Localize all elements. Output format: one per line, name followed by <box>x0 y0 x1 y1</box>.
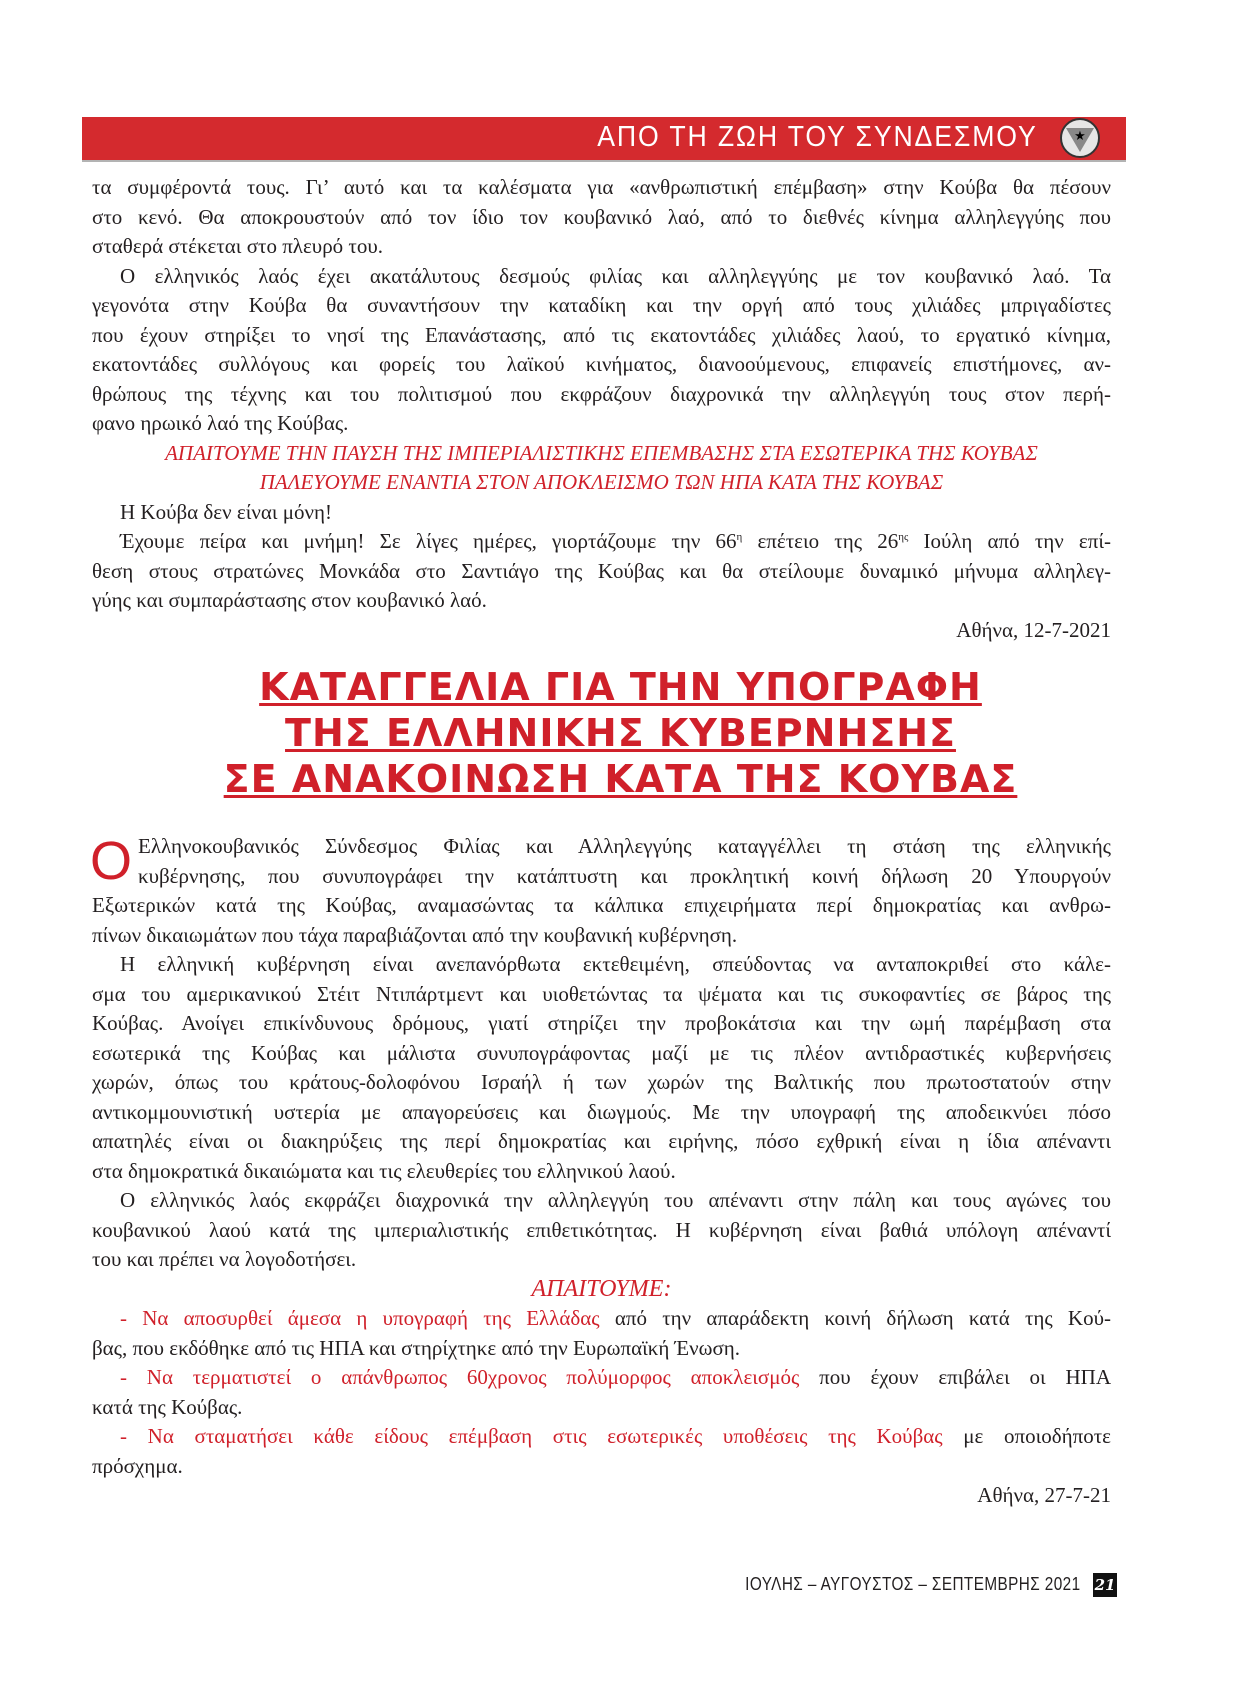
title-line: ΚΑΤΑΓΓΕΛΙΑ ΓΙΑ ΤΗΝ ΥΠΟΓΡΑΦΗ <box>259 665 982 709</box>
issue-footer: ΙΟΥΛΗΣ – ΑΥΓΟΥΣΤΟΣ – ΣΕΠΤΕΜΒΡΗΣ 2021 <box>745 1574 1081 1594</box>
section-title: ΑΠΟ ΤΗ ΖΩΗ ΤΟΥ ΣΥΝΔΕΣΜΟΥ <box>597 121 1038 153</box>
text-line: πίνων δικαιωμάτων που τάχα παραβιάζονται από την κουβανική κυβέρνηση. <box>92 922 738 947</box>
text-line: του και πρέπει να λογοδοτήσει. <box>92 1247 357 1271</box>
text-line: βας, που εκδόθηκε από τις ΗΠΑ και στηρίχτηκε από την Ευρωπαϊκή Ένωση. <box>92 1335 740 1360</box>
text-line <box>92 1304 1111 1334</box>
text-line: Ο ελληνικός λαός εκφράζει διαχρονικά την αλληλεγγύη του απέναντι στην πάλη και τους αγώνες του <box>120 1188 1111 1212</box>
text-line: φανο ηρωικό λαό της Κούβας. <box>92 411 349 435</box>
text-line: Εξωτερικών κατά της Κούβας, αναμασώντας τα κάλπικα επιχειρήματα περί δημοκρατίας και ανθρω- <box>92 893 1111 917</box>
text-line: Αθήνα, 12-7-2021 <box>956 617 1111 642</box>
text-segment: Ιούλη από την επί- <box>908 529 1111 553</box>
text-segment: η <box>736 531 743 543</box>
title-line: ΤΗΣ ΕΛΛΗΝΙΚΗΣ ΚΥΒΕΡΝΗΣΗΣ <box>285 711 956 755</box>
paragraph <box>92 1422 1111 1481</box>
paragraph <box>92 1363 1111 1422</box>
page-number: 21 <box>1093 1573 1117 1597</box>
section-header-bar <box>82 117 1126 162</box>
article-continued <box>92 173 1111 645</box>
text-line: απατηλές είναι οι διακηρύξεις της περί δημοκρατίας και ειρήνης, πόσο εχθρική είναι η ίδια απέναντι <box>92 1129 1111 1153</box>
paragraph <box>92 950 1111 1186</box>
demand-highlight: - Να σταματήσει κάθε είδους επέμβαση στις εσωτερικές υποθέσεις της Κούβας <box>120 1424 943 1448</box>
text-line <box>92 1363 1111 1393</box>
article-body <box>92 832 1111 1511</box>
text-line: σταθερά στέκεται στο πλευρό του. <box>92 234 384 258</box>
text-segment: από την απαράδεκτη κοινή δήλωση κατά της Κού- <box>599 1306 1111 1330</box>
text-line: Ελληνοκουβανικός Σύνδεσμος Φιλίας και Αλληλεγγύης καταγγέλλει τη στάση της ελληνικής <box>138 834 1111 858</box>
text-line: στα δημοκρατικά δικαιώματα και τις ελευθερίες του ελληνικού λαού. <box>92 1158 676 1183</box>
text-line: Κούβας. Ανοίγει επικίνδυνους δρόμους, γιατί στηρίζει την προβοκάτσια και την ωμή παρέμβαση στα <box>92 1011 1111 1035</box>
text-segment: με οποιοδήποτε <box>942 1424 1111 1448</box>
drop-cap: Ο <box>90 831 133 891</box>
text-line: κυβέρνησης, που συνυπογράφει την κατάπτυστη και προκλητική κοινή δήλωση 20 Υπουργούν <box>138 863 1111 888</box>
text-line: κουβανικού λαού κατά της ιμπεριαλιστικής επιθετικότητας. Η κυβέρνηση είναι βαθιά υπόλογη απέναντί <box>92 1217 1111 1242</box>
text-line: πρόσχημα. <box>92 1453 183 1478</box>
paragraph <box>92 1186 1111 1275</box>
text-line: αντικομμουνιστική υστερία με απαγορεύσεις και διωγμούς. Με την υπογραφή της αποδεικνύει πόσο <box>92 1099 1111 1124</box>
text-line: γύης και συμπαράστασης στον κουβανικό λαό. <box>92 588 487 612</box>
text-segment: ης <box>898 531 909 543</box>
title-line: ΣΕ ΑΝΑΚΟΙΝΩΣΗ ΚΑΤΑ ΤΗΣ ΚΟΥΒΑΣ <box>223 757 1018 801</box>
text-segment: επέτειο της 26 <box>742 529 899 553</box>
text-line: τα συμφέροντά τους. Γι’ αυτό και τα καλέσματα για «ανθρωπιστική επέμβαση» στην Κούβα θα πέσουν <box>92 175 1111 199</box>
text-line: Αθήνα, 27-7-21 <box>977 1483 1111 1507</box>
paragraph <box>92 262 1111 439</box>
text-line: εκατοντάδες συλλόγους και φορείς του λαϊκού κινήματος, διανοούμενους, επιφανείς επιστήμονες, αν- <box>92 352 1111 376</box>
text-segment: Έχουμε πείρα και μνήμη! Σε λίγες ημέρες, γιορτάζουμε την 66 <box>120 529 737 553</box>
text-line: ΠΑΛΕΥΟΥΜΕ ΕΝΑΝΤΙΑ ΣΤΟΝ ΑΠΟΚΛΕΙΣΜΟ ΤΩΝ ΗΠΑ ΚΑΤΑ ΤΗΣ ΚΟΥΒΑΣ <box>259 470 944 494</box>
text-line: σμα του αμερικανικού Στέιτ Ντιπάρτμεντ και υιοθετώντας τα ψέματα και τις συκοφαντίες σε βάρος της <box>92 981 1111 1006</box>
paragraph <box>92 498 1111 528</box>
text-line <box>92 527 1111 557</box>
demand-highlight: - Να τερματιστεί ο απάνθρωπος 60χρονος πολύμορφος αποκλεισμός <box>120 1365 800 1389</box>
paragraph <box>92 173 1111 262</box>
dateline <box>92 1481 1111 1511</box>
text-line <box>92 1422 1111 1452</box>
text-line: Η Κούβα δεν είναι μόνη! <box>120 499 332 524</box>
text-line: ΑΠΑΙΤΟΥΜΕ ΤΗΝ ΠΑΥΣΗ ΤΗΣ ΙΜΠΕΡΙΑΛΙΣΤΙΚΗΣ ΕΠΕΜΒΑΣΗΣ ΣΤΑ ΕΣΩΤΕΡΙΚΑ ΤΗΣ ΚΟΥΒΑΣ <box>165 440 1038 465</box>
text-line: που έχουν στηρίξει το νησί της Επανάστασης, από τις εκατοντάδες χιλιάδες λαού, το εργατικό κίνημα, <box>92 322 1111 347</box>
text-line: κατά της Κούβας. <box>92 1394 243 1419</box>
paragraph <box>92 527 1111 616</box>
text-line: Ο ελληνικός λαός έχει ακατάλυτους δεσμούς φιλίας και αλληλεγγύης με τον κουβανικό λαό. Τα <box>120 263 1111 288</box>
text-line: Η ελληνική κυβέρνηση είναι ανεπανόρθωτα εκτεθειμένη, σπεύδοντας να ανταποκριθεί στο κάλε- <box>120 952 1111 976</box>
association-logo-icon: ★ <box>1060 118 1100 158</box>
paragraph <box>92 439 1111 498</box>
text-line: γεγονότα στην Κούβα θα συναντήσουν την καταδίκη και την οργή από τους χιλιάδες μπριγαδίστες <box>92 293 1111 317</box>
paragraph <box>92 832 1111 950</box>
demands-heading <box>92 1275 1111 1305</box>
text-line: ΑΠΑΙΤΟΥΜΕ: <box>531 1275 672 1302</box>
article-title <box>0 664 1241 802</box>
text-line: θεση στους στρατώνες Μονκάδα στο Σαντιάγο της Κούβας και θα στείλουμε δυναμικό μήνυμα αλληλεγ- <box>92 558 1111 583</box>
paragraph <box>92 1304 1111 1363</box>
text-line: χωρών, όπως του κράτους-δολοφόνου Ισραήλ ή των χωρών της Βαλτικής που πρωτοστατούν στην <box>92 1070 1111 1094</box>
text-line: στο κενό. Θα αποκρουστούν από τον ίδιο τον κουβανικό λαό, από το διεθνές κίνημα αλληλεγγύης που <box>92 204 1111 229</box>
demand-highlight: - Να αποσυρθεί άμεσα η υπογραφή της Ελλάδας <box>120 1306 600 1330</box>
text-segment: που έχουν επιβάλει οι ΗΠΑ <box>799 1365 1112 1389</box>
dateline <box>92 616 1111 646</box>
text-line: θρώπους της τέχνης και του πολιτισμού που εκφράζουν διαχρονικά την αλληλεγγύη τους στον περή- <box>92 381 1111 406</box>
text-line: εσωτερικά της Κούβας και μάλιστα συνυπογράφοντας μαζί με τις πλέον αντιδραστικές κυβερνήσεις <box>92 1040 1111 1065</box>
